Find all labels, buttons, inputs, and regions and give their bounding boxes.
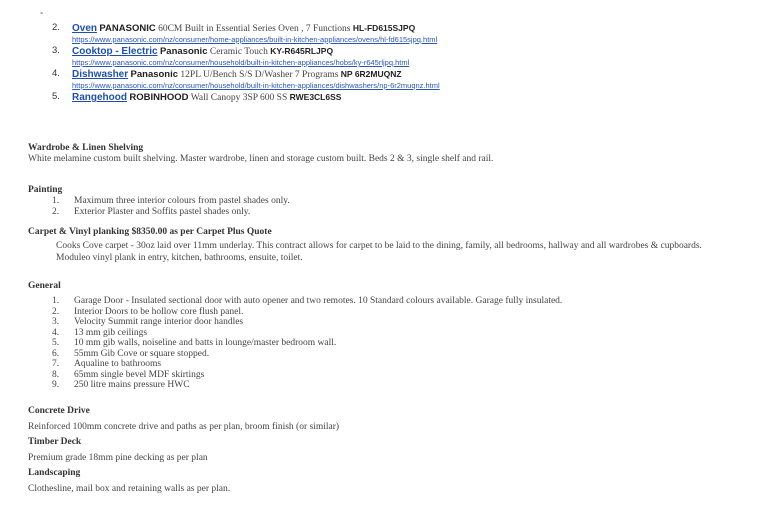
list-item: 2. Exterior Plaster and Soffits pastel shades only.: [52, 206, 251, 217]
stray-bullet: -: [40, 8, 44, 19]
landscaping-section: [28, 467, 738, 496]
appliance-model: NP 6R2MUQNZ: [340, 69, 402, 79]
appliance-url-oven[interactable]: https://www.panasonic.com/nz/consumer/home-appliances/built-in-kitchen-appliances/ovens/hl-fd615sjpq.html: [72, 35, 438, 44]
painting-section: [28, 184, 738, 217]
appliance-item-oven: [52, 22, 752, 45]
list-item: 1. Garage Door - Insulated sectional door with auto opener and two remotes. 10 Standard colours available. Garage fully insulated.: [52, 296, 563, 306]
carpet-heading: Carpet & Vinyl planking $8350.00 as per Carpet Plus Quote: [28, 227, 272, 237]
concrete-heading: Concrete Drive: [28, 406, 90, 416]
appliance-link-rangehood[interactable]: Rangehood: [72, 92, 127, 103]
appliance-desc: 12PL U/Bench S/S D/Washer 7 Programs: [180, 70, 339, 80]
general-list: [28, 296, 738, 391]
appliance-number: 5.: [52, 91, 60, 102]
appliance-item-cooktop: [52, 45, 752, 68]
painting-list: [28, 196, 738, 217]
landscaping-heading: Landscaping: [28, 468, 81, 478]
appliance-desc: Ceramic Touch: [209, 47, 268, 57]
carpet-section: [28, 226, 738, 264]
landscaping-text: Clothesline, mail box and retaining walls as per plan.: [28, 484, 231, 494]
appliance-desc: Wall Canopy 3SP 600 SS: [190, 93, 288, 103]
list-item: 8. 65mm single bevel MDF skirtings: [52, 369, 205, 380]
appliance-desc: 60CM Built in Essential Series Oven , 7 Functions: [158, 24, 351, 34]
wardrobe-text: White melamine custom built shelving. Master wardrobe, linen and storage custom built. Beds 2 & 3, single shelf and rail.: [28, 154, 494, 164]
list-item: 5. 10 mm gib walls, noiseline and batts in lounge/master bedroom wall.: [52, 338, 337, 348]
list-item: 9. 250 litre mains pressure HWC: [52, 380, 190, 390]
carpet-text: Cooks Cove carpet - 30oz laid over 11mm underlay. This contract allows for carpet to be laid to the dining, family, all bedrooms, hallway and all wardrobes & cupboards. Moduleo vinyl plank in entry, kitchen, bathrooms, ensuite, toilet.: [56, 241, 702, 263]
appliance-link-oven[interactable]: Oven: [72, 23, 98, 34]
general-heading: General: [28, 281, 61, 291]
appliance-item-dishwasher: [52, 68, 752, 91]
concrete-section: [28, 405, 738, 434]
list-item: 4. 13 mm gib ceilings: [52, 327, 148, 338]
list-item: 3. Velocity Summit range interior door handles: [52, 317, 244, 327]
appliance-brand: PANASONIC: [99, 23, 156, 34]
list-item: 6. 55mm Gib Cove or square stopped.: [52, 348, 210, 359]
appliance-number: 3.: [52, 45, 60, 56]
appliance-model: RWE3CL6SS: [289, 92, 342, 102]
appliance-item-rangehood: [52, 91, 752, 114]
timber-text: Premium grade 18mm pine decking as per plan: [28, 453, 208, 463]
appliance-brand: ROBINHOOD: [129, 92, 189, 103]
list-item: 7. Aqualine to bathrooms: [52, 359, 162, 369]
appliance-model: KY-R645RLJPQ: [270, 46, 334, 56]
timber-heading: Timber Deck: [28, 437, 82, 447]
general-section: [28, 280, 738, 391]
appliance-url-dishwasher[interactable]: https://www.panasonic.com/nz/consumer/household/built-in-kitchen-appliances/dishwashers/np-6r2muqnz.html: [72, 81, 440, 90]
appliance-link-cooktop[interactable]: Cooktop - Electric: [72, 46, 158, 57]
appliance-list: [52, 22, 752, 114]
timber-section: [28, 436, 738, 465]
appliance-url-cooktop[interactable]: https://www.panasonic.com/nz/consumer/household/built-in-kitchen-appliances/hobs/ky-r645rljpq.html: [72, 58, 410, 67]
painting-heading: Painting: [28, 185, 63, 195]
appliance-number: 4.: [52, 68, 60, 79]
concrete-text: Reinforced 100mm concrete drive and paths as per plan, broom finish (or similar): [28, 422, 340, 432]
appliance-brand: Panasonic: [159, 46, 208, 57]
wardrobe-section: [28, 142, 738, 166]
appliance-number: 2.: [52, 22, 60, 33]
appliance-brand: Panasonic: [130, 69, 179, 80]
list-item: 2. Interior Doors to be hollow core flush panel.: [52, 306, 244, 317]
wardrobe-heading: Wardrobe & Linen Shelving: [28, 143, 144, 153]
appliance-link-dishwasher[interactable]: Dishwasher: [72, 69, 129, 80]
list-item: 1. Maximum three interior colours from pastel shades only.: [52, 196, 290, 206]
appliance-model: HL-FD615SJPQ: [352, 23, 416, 33]
